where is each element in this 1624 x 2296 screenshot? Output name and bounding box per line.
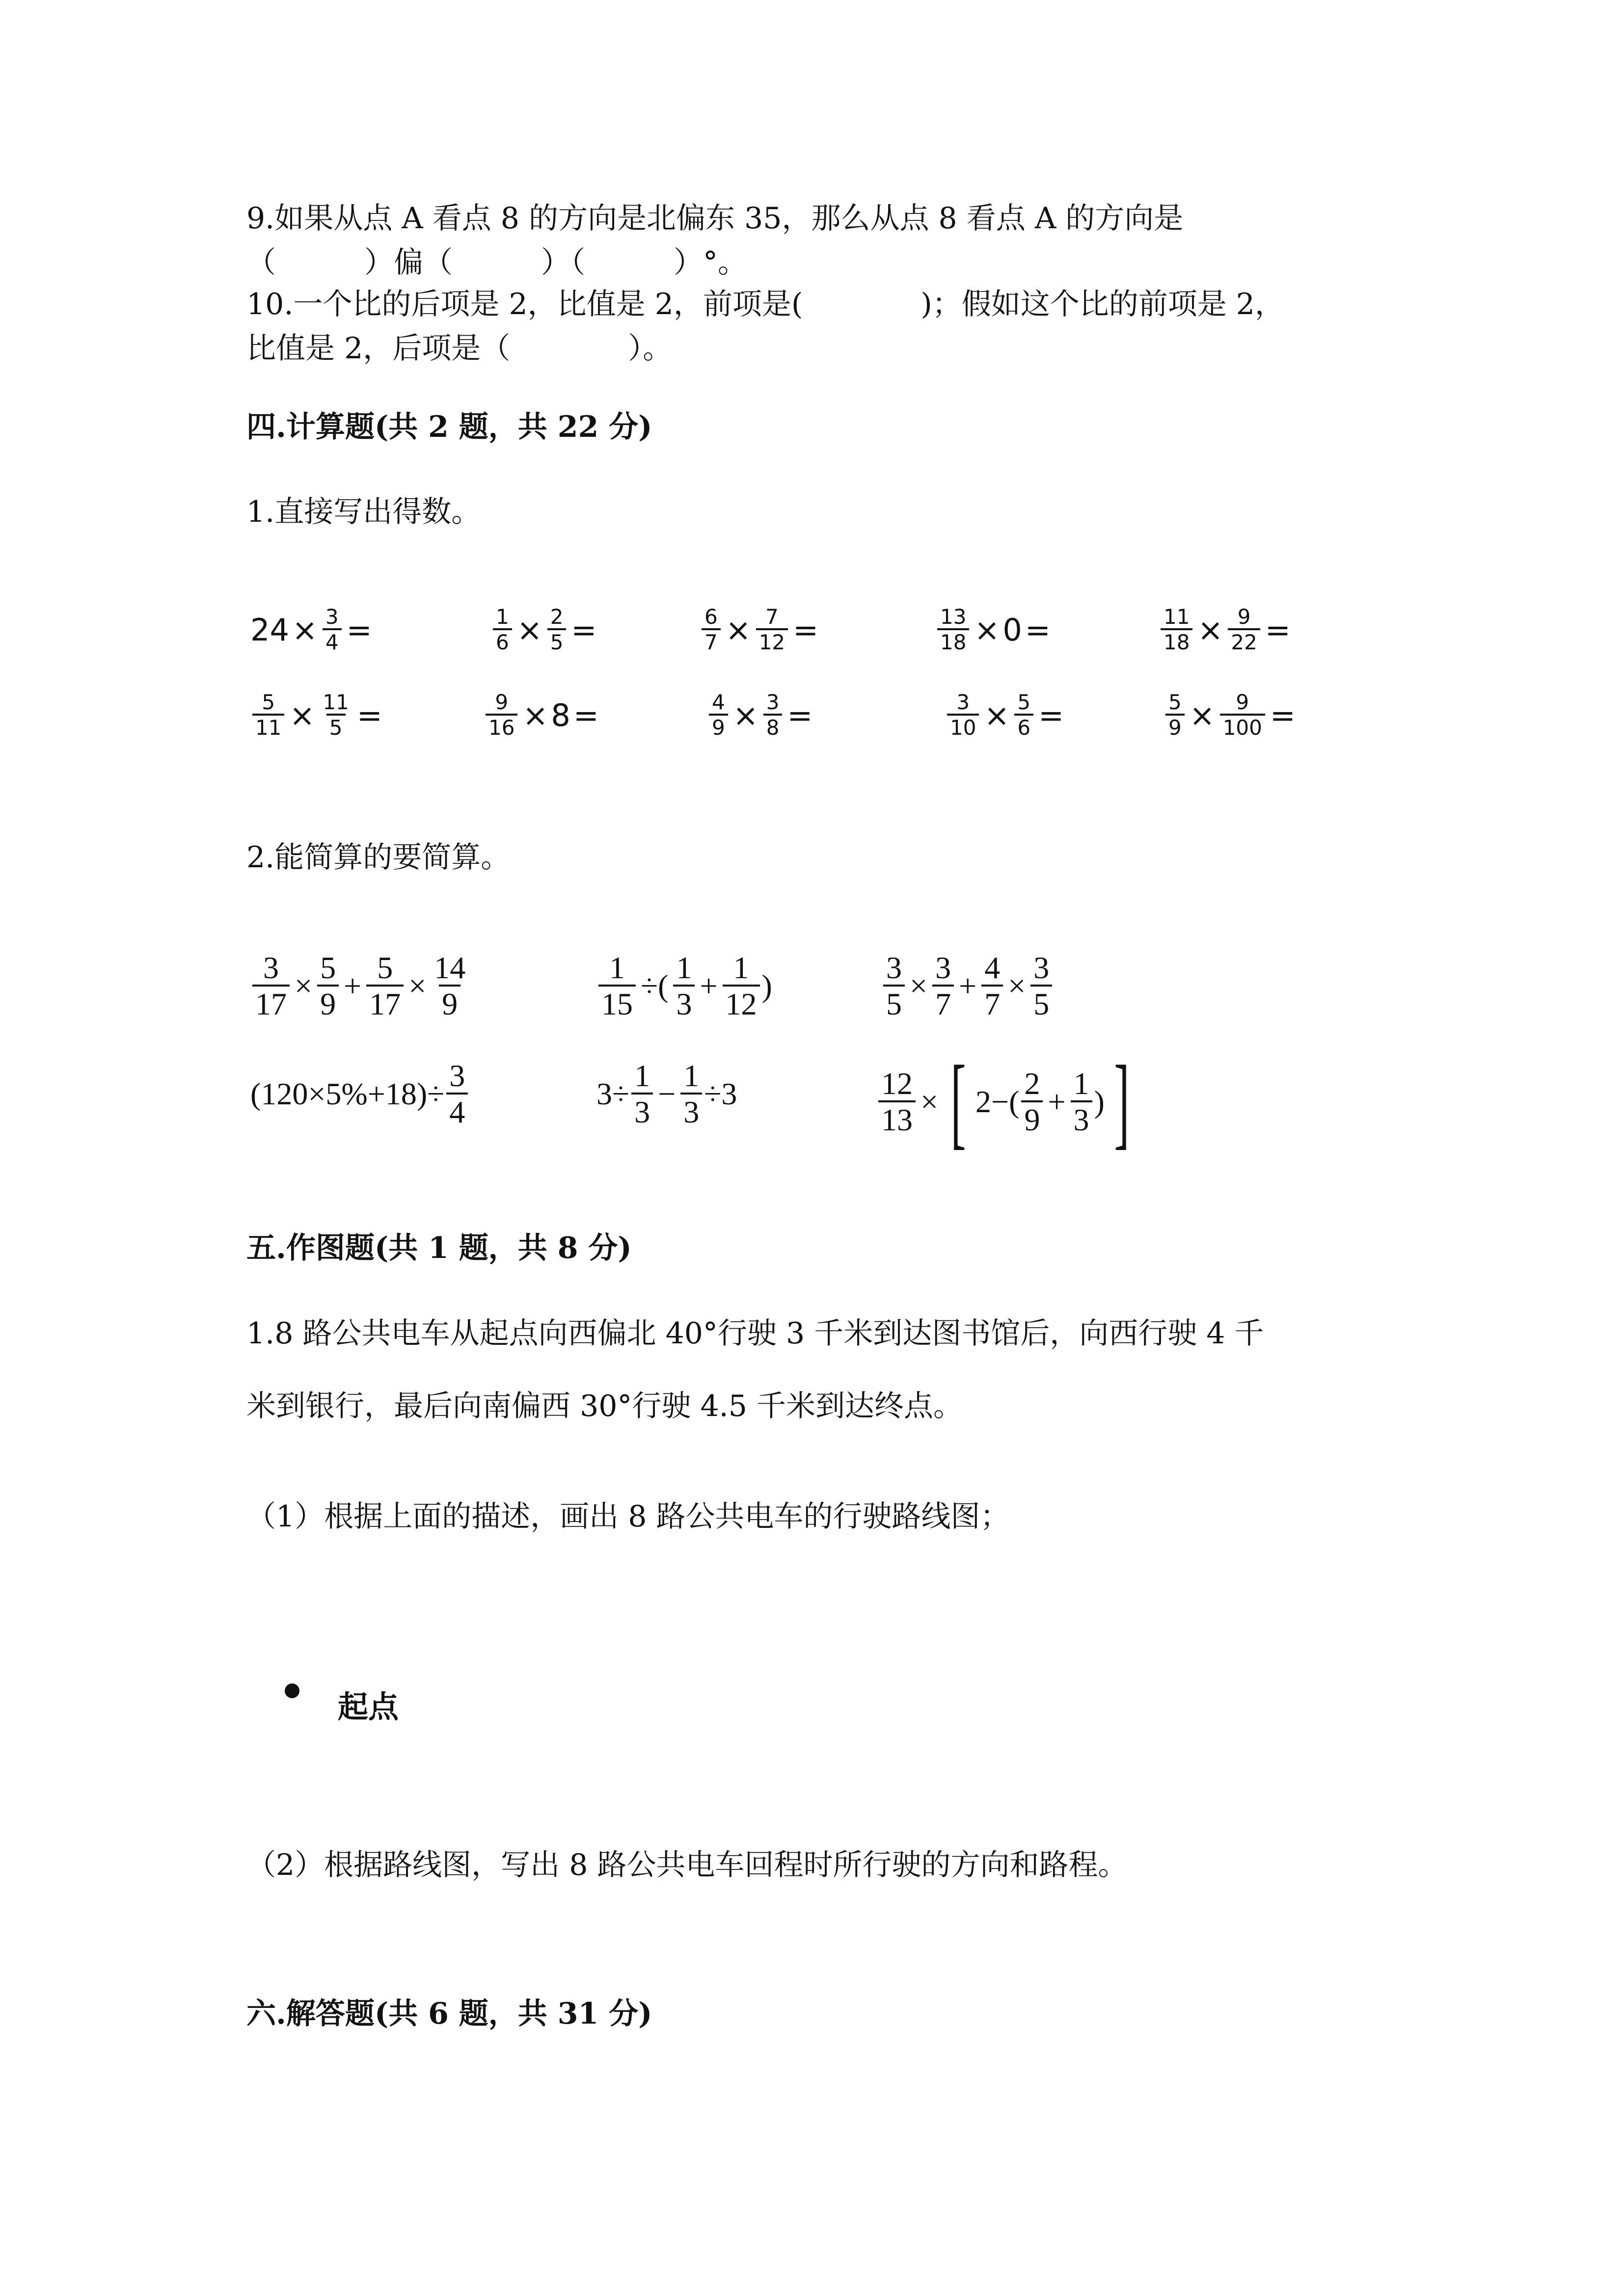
denominator: 6 <box>493 628 512 653</box>
fraction <box>680 1060 702 1128</box>
times-sign: × <box>725 612 751 648</box>
calc-expr-10 <box>1164 692 1299 738</box>
numerator: 1 <box>609 950 625 985</box>
denominator: 17 <box>252 985 290 1020</box>
section4-p1-label: 1.直接写出得数。 <box>246 495 481 529</box>
equals-sign: = <box>346 612 372 648</box>
fraction <box>1161 607 1192 653</box>
fraction <box>493 607 512 653</box>
numerator: 11 <box>323 690 349 714</box>
calc-expr-4 <box>935 607 1054 653</box>
numerator: 3 <box>449 1058 465 1093</box>
times-sign: × <box>1189 697 1215 733</box>
numerator: 5 <box>262 690 275 714</box>
fraction <box>547 607 567 653</box>
simplify-expr-1 <box>250 952 470 1020</box>
expression-prefix: (120×5%+18)÷ <box>250 1076 445 1111</box>
simplify-expr-2 <box>596 952 772 1020</box>
expression-prefix: 3÷ <box>596 1076 630 1111</box>
integer: 0 <box>1002 612 1022 648</box>
times-sign: × <box>920 1084 939 1119</box>
denominator: 6 <box>1014 714 1033 738</box>
integer: 24 <box>250 612 289 648</box>
denominator: 9 <box>317 985 339 1020</box>
equals-sign: = <box>571 612 597 648</box>
fraction <box>317 952 339 1020</box>
fraction <box>702 607 721 653</box>
fraction <box>366 952 404 1020</box>
numerator: 1 <box>676 950 692 985</box>
numerator: 9 <box>1236 690 1249 714</box>
fraction <box>320 692 352 738</box>
times-sign: × <box>984 697 1010 733</box>
numerator: 3 <box>325 605 339 629</box>
q9-line2: （ ）偏（ ）（ ）°。 <box>246 245 747 280</box>
numerator: 7 <box>765 605 779 629</box>
fraction <box>756 607 788 653</box>
q9-line1: 9.如果从点 A 看点 8 的方向是北偏东 35，那么从点 8 看点 A 的方向是 <box>246 201 1184 236</box>
times-sign: × <box>516 612 542 648</box>
numerator: 1 <box>496 605 509 629</box>
section4-heading: 四.计算题(共 2 题，共 22 分) <box>246 410 652 444</box>
times-sign: × <box>1197 612 1223 648</box>
denominator: 100 <box>1220 714 1265 738</box>
start-point-dot <box>285 1683 299 1698</box>
calc-expr-7 <box>484 692 602 738</box>
plus-sign: + <box>959 968 977 1003</box>
equals-sign: = <box>1270 697 1296 733</box>
denominator: 9 <box>439 985 460 1020</box>
section5-part2: （2）根据路线图，写出 8 路公共电车回程时所行驶的方向和路程。 <box>246 1848 1128 1882</box>
denominator: 5 <box>883 985 905 1020</box>
denominator: 22 <box>1228 628 1260 653</box>
calc-expr-8 <box>707 692 815 738</box>
section5-q1-line2: 米到银行，最后向南偏西 30°行驶 4.5 千米到达终点。 <box>246 1389 963 1423</box>
fraction <box>323 607 342 653</box>
numerator: 12 <box>881 1066 913 1101</box>
denominator: 5 <box>326 714 346 738</box>
numerator: 3 <box>263 950 279 985</box>
denominator: 9 <box>1165 714 1185 738</box>
numerator: 1 <box>683 1058 700 1093</box>
minus-sign: − <box>658 1076 676 1111</box>
numerator: 1 <box>634 1058 650 1093</box>
denominator: 3 <box>673 985 695 1020</box>
numerator: 5 <box>320 950 336 985</box>
numerator: 3 <box>886 950 902 985</box>
calc-expr-2 <box>491 607 599 653</box>
expression-part: 2−( <box>975 1084 1020 1119</box>
start-point-label: 起点 <box>338 1689 399 1725</box>
close-paren: ) <box>761 968 772 1003</box>
numerator: 3 <box>956 690 970 714</box>
times-sign: × <box>289 697 315 733</box>
numerator: 1 <box>1073 1066 1089 1101</box>
simplify-expr-4 <box>250 1060 470 1128</box>
fraction <box>486 692 517 738</box>
numerator: 6 <box>704 605 718 629</box>
fraction <box>1030 952 1052 1020</box>
q10-line2: 比值是 2，后项是（ ）。 <box>246 331 673 366</box>
numerator: 11 <box>1164 605 1190 629</box>
denominator: 15 <box>598 985 636 1020</box>
plus-sign: + <box>1048 1084 1066 1119</box>
q10-line1: 10.一个比的后项是 2，比值是 2，前项是( )；假如这个比的前项是 2， <box>246 287 1284 321</box>
denominator: 3 <box>680 1093 702 1128</box>
fraction <box>1071 1068 1092 1136</box>
numerator: 4 <box>712 690 725 714</box>
plus-sign: + <box>700 968 718 1003</box>
denominator: 5 <box>1030 985 1052 1020</box>
numerator: 1 <box>733 950 749 985</box>
fraction <box>763 692 783 738</box>
equals-sign: = <box>793 612 819 648</box>
fraction <box>252 692 284 738</box>
fraction <box>937 607 969 653</box>
denominator: 7 <box>981 985 1003 1020</box>
fraction <box>709 692 728 738</box>
numerator: 2 <box>550 605 564 629</box>
simplify-expr-6 <box>876 1045 1139 1159</box>
fraction <box>631 1060 653 1128</box>
fraction <box>1021 1068 1043 1136</box>
fraction <box>723 952 760 1020</box>
integer: 8 <box>551 697 570 733</box>
equals-sign: = <box>787 697 813 733</box>
fraction <box>981 952 1003 1020</box>
times-sign: × <box>732 697 758 733</box>
denominator: 12 <box>723 985 760 1020</box>
section6-heading: 六.解答题(共 6 题，共 31 分) <box>246 1997 652 2031</box>
denominator: 13 <box>878 1100 916 1136</box>
plus-sign: + <box>344 968 362 1003</box>
numerator: 9 <box>495 690 509 714</box>
calc-expr-3 <box>700 607 821 653</box>
numerator: 5 <box>377 950 393 985</box>
denominator: 12 <box>756 628 788 653</box>
denominator: 16 <box>486 714 517 738</box>
times-sign: × <box>295 968 313 1003</box>
numerator: 13 <box>940 605 967 629</box>
right-square-bracket: ] <box>1114 1045 1130 1159</box>
close-paren: ) <box>1094 1084 1105 1119</box>
numerator: 14 <box>434 950 466 985</box>
fraction <box>1220 692 1265 738</box>
divide-open-paren: ÷( <box>641 968 669 1003</box>
fraction <box>947 692 979 738</box>
denominator: 7 <box>932 985 954 1020</box>
denominator: 18 <box>937 628 969 653</box>
section5-q1-line1: 1.8 路公共电车从起点向西偏北 40°行驶 3 千米到达图书馆后，向西行驶 4 千 <box>246 1316 1264 1351</box>
fraction <box>1014 692 1033 738</box>
times-sign: × <box>1008 968 1026 1003</box>
times-sign: × <box>522 697 548 733</box>
calc-expr-1 <box>250 607 375 653</box>
expression-suffix: ÷3 <box>704 1076 737 1111</box>
section5-part1: （1）根据上面的描述，画出 8 路公共电车的行驶路线图； <box>246 1499 1010 1534</box>
times-sign: × <box>292 612 318 648</box>
numerator: 2 <box>1024 1066 1040 1101</box>
section5-heading: 五.作图题(共 1 题，共 8 分) <box>246 1231 632 1265</box>
fraction <box>252 952 290 1020</box>
left-square-bracket: [ <box>950 1045 966 1159</box>
fraction <box>673 952 695 1020</box>
numerator: 3 <box>935 950 951 985</box>
calc-expr-9 <box>945 692 1067 738</box>
numerator: 3 <box>1033 950 1050 985</box>
numerator: 5 <box>1168 690 1182 714</box>
fraction <box>431 952 468 1020</box>
section4-p2-label: 2.能简算的要简算。 <box>246 840 511 875</box>
numerator: 5 <box>1017 690 1031 714</box>
fraction <box>598 952 636 1020</box>
fraction <box>878 1068 916 1136</box>
fraction <box>1165 692 1185 738</box>
denominator: 5 <box>547 628 567 653</box>
fraction <box>446 1060 468 1128</box>
equals-sign: = <box>356 697 382 733</box>
simplify-expr-3 <box>881 952 1054 1020</box>
denominator: 9 <box>709 714 728 738</box>
denominator: 3 <box>1071 1100 1092 1136</box>
fraction <box>932 952 954 1020</box>
equals-sign: = <box>1038 697 1064 733</box>
denominator: 10 <box>947 714 979 738</box>
equals-sign: = <box>1265 612 1291 648</box>
times-sign: × <box>974 612 1000 648</box>
times-sign: × <box>910 968 928 1003</box>
simplify-expr-5 <box>596 1060 737 1128</box>
numerator: 3 <box>766 690 780 714</box>
denominator: 18 <box>1161 628 1192 653</box>
denominator: 17 <box>366 985 404 1020</box>
denominator: 8 <box>763 714 783 738</box>
denominator: 4 <box>323 628 342 653</box>
numerator: 9 <box>1237 605 1251 629</box>
equals-sign: = <box>1025 612 1051 648</box>
calc-expr-5 <box>1159 607 1294 653</box>
times-sign: × <box>408 968 427 1003</box>
denominator: 7 <box>702 628 721 653</box>
fraction <box>883 952 905 1020</box>
numerator: 4 <box>984 950 1001 985</box>
denominator: 4 <box>446 1093 468 1128</box>
denominator: 3 <box>631 1093 653 1128</box>
calc-expr-6 <box>250 692 385 738</box>
denominator: 9 <box>1021 1100 1043 1136</box>
denominator: 11 <box>252 714 284 738</box>
fraction <box>1228 607 1260 653</box>
equals-sign: = <box>573 697 599 733</box>
